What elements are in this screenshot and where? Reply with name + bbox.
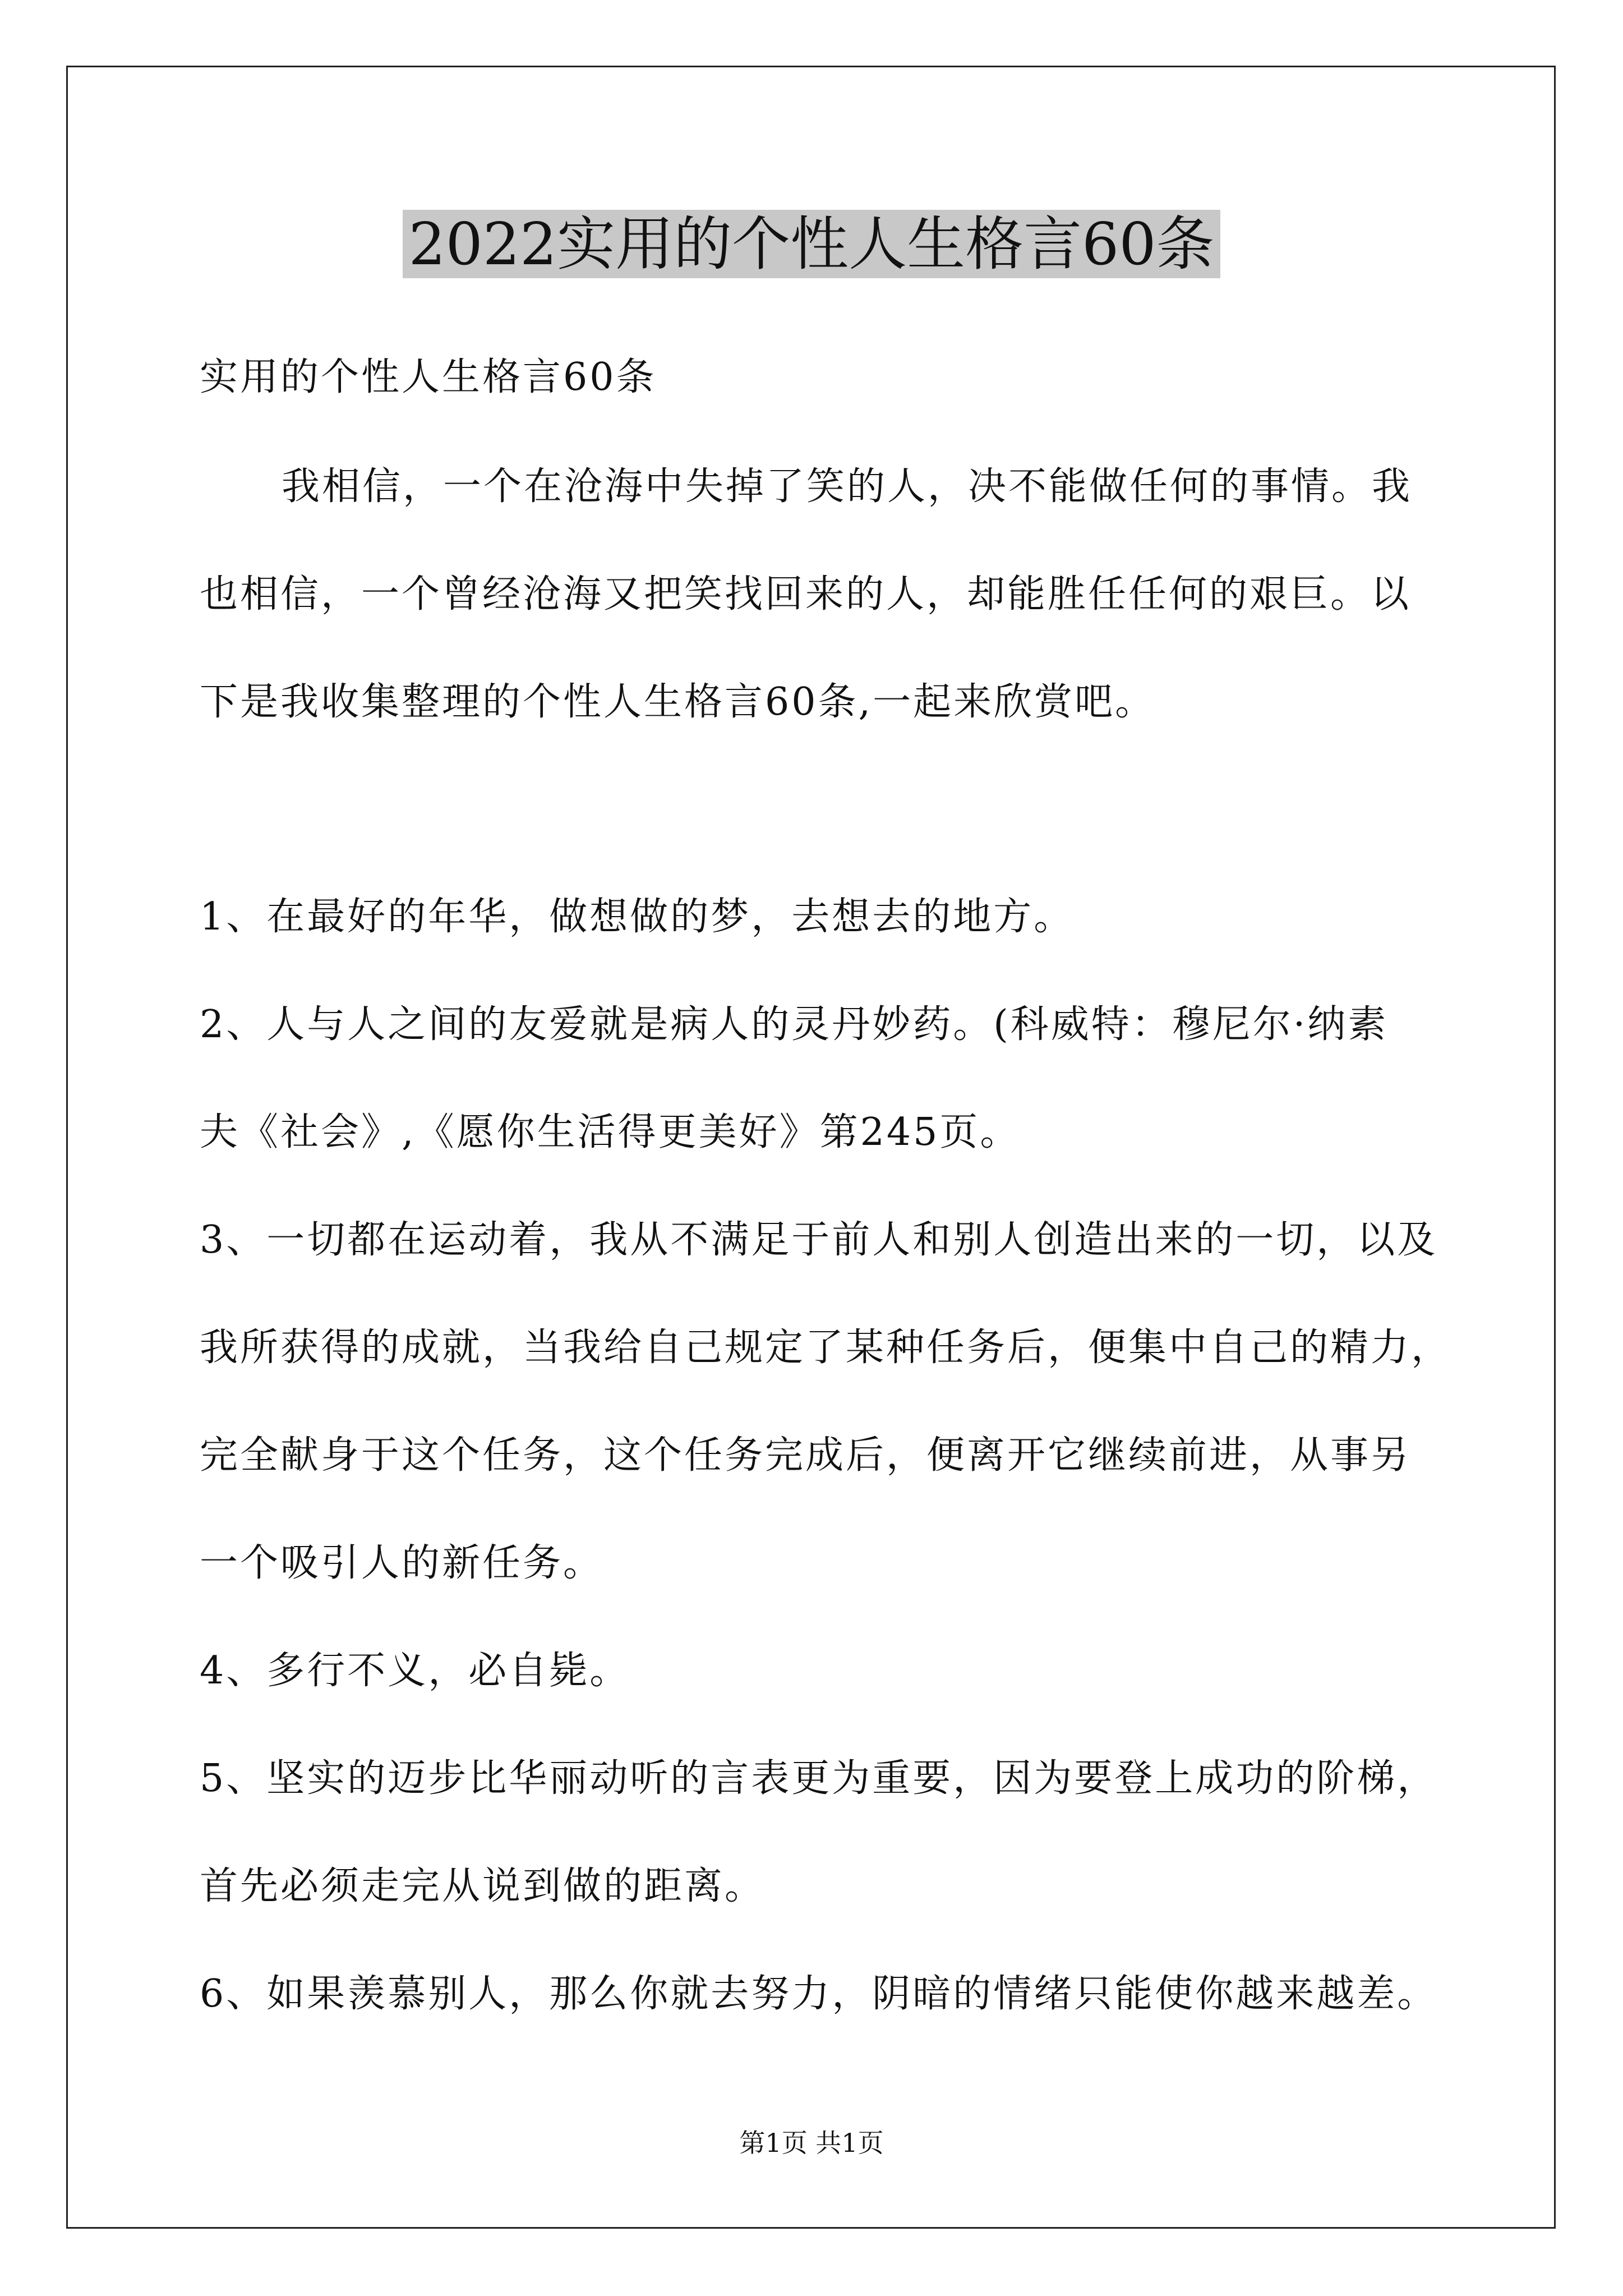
intro-line-3: 下是我收集整理的个性人生格言60条,一起来欣赏吧。 <box>200 680 1156 724</box>
body-line-10: 首先必须走完从说到做的距离。 <box>200 1864 766 1908</box>
body-line-2: 2、人与人之间的友爱就是病人的灵丹妙药。(科威特：穆尼尔·纳素 <box>200 1002 1389 1047</box>
body-line-3: 夫《社会》,《愿你生活得更美好》第245页。 <box>200 1110 1021 1154</box>
body-line-9: 5、坚实的迈步比华丽动听的言表更为重要，因为要登上成功的阶梯， <box>200 1756 1438 1801</box>
document-subtitle: 实用的个性人生格言60条 <box>200 355 657 399</box>
document-title <box>0 208 1623 280</box>
intro-line-1: 我相信，一个在沧海中失掉了笑的人，决不能做任何的事情。我 <box>282 464 1413 509</box>
intro-line-2: 也相信，一个曾经沧海又把笑找回来的人，却能胜任任何的艰巨。以 <box>200 572 1412 616</box>
body-line-5: 我所获得的成就，当我给自己规定了某种任务后，便集中自己的精力， <box>200 1326 1452 1370</box>
body-line-11: 6、如果羡慕别人，那么你就去努力，阴暗的情绪只能使你越来越差。 <box>200 1972 1438 2016</box>
body-line-8: 4、多行不义，必自毙。 <box>200 1649 630 1693</box>
body-line-6: 完全献身于这个任务，这个任务完成后，便离开它继续前进，从事另 <box>200 1433 1412 1478</box>
body-line-7: 一个吸引人的新任务。 <box>200 1541 604 1585</box>
body-line-4: 3、一切都在运动着，我从不满足于前人和别人创造出来的一切，以及 <box>200 1218 1438 1262</box>
page-footer: 第1页 共1页 <box>739 2128 884 2158</box>
document-title-text: 2022实用的个性人生格言60条 <box>403 210 1220 278</box>
body-line-1: 1、在最好的年华，做想做的梦，去想去的地方。 <box>200 895 1075 939</box>
